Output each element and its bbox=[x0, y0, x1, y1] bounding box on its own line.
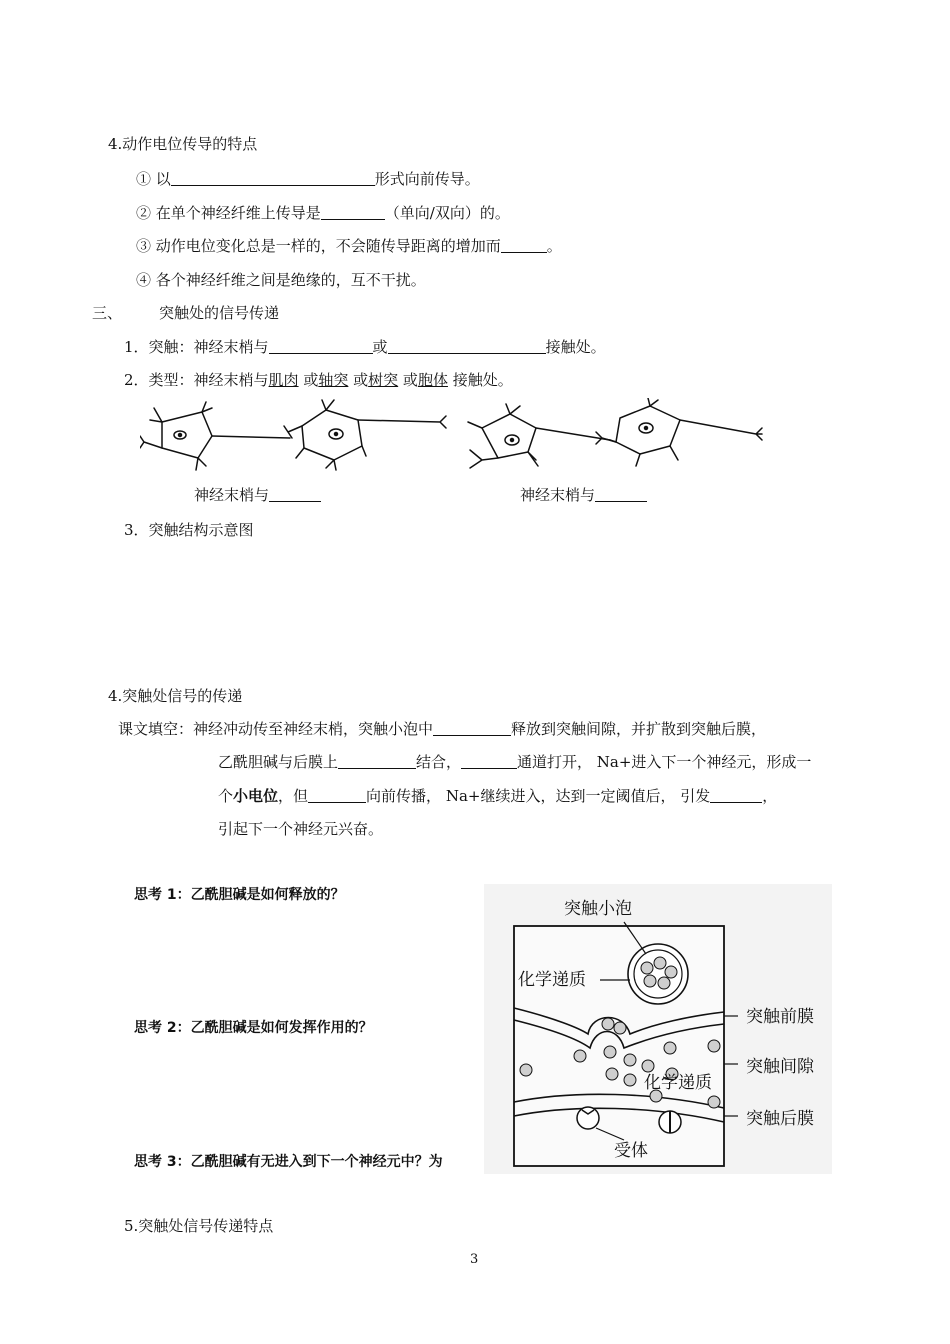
feature-3 bbox=[136, 236, 562, 256]
blank[interactable] bbox=[595, 487, 647, 502]
section-3-number: 三、 bbox=[92, 304, 123, 322]
caption-left bbox=[194, 485, 321, 505]
line2-a: 乙酰胆碱与后膜上 bbox=[218, 753, 339, 771]
blank[interactable] bbox=[321, 205, 385, 220]
label-synaptic-cleft: 突触间隙 bbox=[746, 1057, 814, 1077]
type-dendrite: 树突 bbox=[368, 371, 399, 389]
neuron-a bbox=[140, 402, 290, 470]
label-postsynaptic-membrane: 突触后膜 bbox=[746, 1109, 814, 1129]
type-axon: 轴突 bbox=[318, 371, 349, 389]
section-5-title: 5.突触处信号传递特点 bbox=[124, 1217, 274, 1235]
line3-b: ，但 bbox=[278, 787, 309, 805]
line1-post: 释放到突触间隙，并扩散到突触后膜， bbox=[511, 720, 767, 738]
fill-line-2 bbox=[218, 752, 811, 772]
caption-left-text: 神经末梢与 bbox=[194, 486, 270, 504]
transmission-title: 4.突触处信号的传递 bbox=[108, 687, 243, 705]
synapse-diagram bbox=[484, 884, 832, 1174]
question-2: 思考 2：乙酰胆碱是如何发挥作用的？ bbox=[134, 1020, 373, 1036]
question-3: 思考 3：乙酰胆碱有无进入到下一个神经元中？为 bbox=[134, 1154, 443, 1170]
blank[interactable] bbox=[433, 721, 511, 736]
fill-line-4: 引起下一个神经元兴奋。 bbox=[218, 820, 384, 838]
synapse-def-mid: 或 bbox=[372, 338, 388, 356]
label-receptor: 受体 bbox=[614, 1141, 648, 1161]
blank[interactable] bbox=[501, 238, 547, 253]
or: 或 bbox=[348, 371, 369, 389]
blank[interactable] bbox=[338, 754, 416, 769]
types-post: 接触处。 bbox=[447, 371, 513, 389]
small-potential: 小电位 bbox=[233, 787, 279, 805]
blank[interactable] bbox=[269, 339, 373, 354]
line1-pre: 课文填空：神经冲动传至神经末梢，突触小泡中 bbox=[118, 720, 434, 738]
line3-c: 向前传播， Na+继续进入，达到一定阈值后， 引发 bbox=[366, 787, 711, 805]
feature-3-pre: ③ 动作电位变化总是一样的，不会随传导距离的增加而 bbox=[136, 237, 501, 255]
synapse-definition bbox=[124, 337, 606, 357]
receptor-1 bbox=[577, 1107, 599, 1129]
section-4-title: 4.动作电位传导的特点 bbox=[108, 135, 258, 153]
line2-b: 结合， bbox=[416, 753, 462, 771]
synapse-def-post: 接触处。 bbox=[545, 338, 606, 356]
type-muscle: 肌肉 bbox=[268, 371, 299, 389]
label-presynaptic-membrane: 突触前膜 bbox=[746, 1007, 814, 1027]
feature-1 bbox=[136, 169, 480, 189]
caption-right bbox=[520, 485, 647, 505]
section-3-title: 突触处的信号传递 bbox=[159, 304, 280, 322]
blank[interactable] bbox=[461, 754, 517, 769]
neuron-diagrams bbox=[140, 398, 770, 478]
label-transmitter-2: 化学递质 bbox=[644, 1073, 712, 1093]
feature-2 bbox=[136, 203, 510, 223]
blank[interactable] bbox=[171, 171, 375, 186]
feature-1-pre: ① 以 bbox=[136, 170, 171, 188]
line3-a: 个 bbox=[218, 787, 234, 805]
type-soma: 胞体 bbox=[417, 371, 448, 389]
receptor-2 bbox=[659, 1111, 681, 1133]
feature-3-post: 。 bbox=[546, 237, 562, 255]
neuron-b bbox=[284, 400, 446, 470]
caption-right-text: 神经末梢与 bbox=[520, 486, 596, 504]
line2-c: 通道打开， Na+进入下一个神经元，形成一 bbox=[517, 753, 812, 771]
line3-d: ， bbox=[762, 787, 778, 805]
blank[interactable] bbox=[269, 487, 321, 502]
label-transmitter: 化学递质 bbox=[518, 970, 586, 990]
question-1: 思考 1：乙酰胆碱是如何释放的？ bbox=[134, 887, 345, 903]
fill-line-3 bbox=[218, 786, 777, 806]
page-number: 3 bbox=[470, 1252, 479, 1267]
or: 或 bbox=[398, 371, 418, 389]
blank[interactable] bbox=[388, 339, 546, 354]
neuron-d bbox=[596, 398, 762, 466]
neuron-c bbox=[468, 404, 610, 468]
synapse-figure bbox=[484, 884, 832, 1174]
synapse-def-pre: 1．突触：神经末梢与 bbox=[124, 338, 269, 356]
types-pre: 2．类型：神经末梢与 bbox=[124, 371, 269, 389]
synapse-structure-title: 3．突触结构示意图 bbox=[124, 521, 254, 539]
blank[interactable] bbox=[308, 788, 366, 803]
feature-2-pre: ② 在单个神经纤维上传导是 bbox=[136, 204, 321, 222]
feature-4: ④ 各个神经纤维之间是绝缘的，互不干扰。 bbox=[136, 271, 426, 289]
feature-2-post: （单向/双向）的。 bbox=[384, 204, 510, 222]
label-synaptic-vesicle: 突触小泡 bbox=[564, 899, 632, 919]
feature-1-post: 形式向前传导。 bbox=[374, 170, 480, 188]
or: 或 bbox=[298, 371, 319, 389]
blank[interactable] bbox=[710, 788, 762, 803]
fill-line-1 bbox=[118, 719, 766, 739]
synapse-types bbox=[124, 370, 513, 390]
